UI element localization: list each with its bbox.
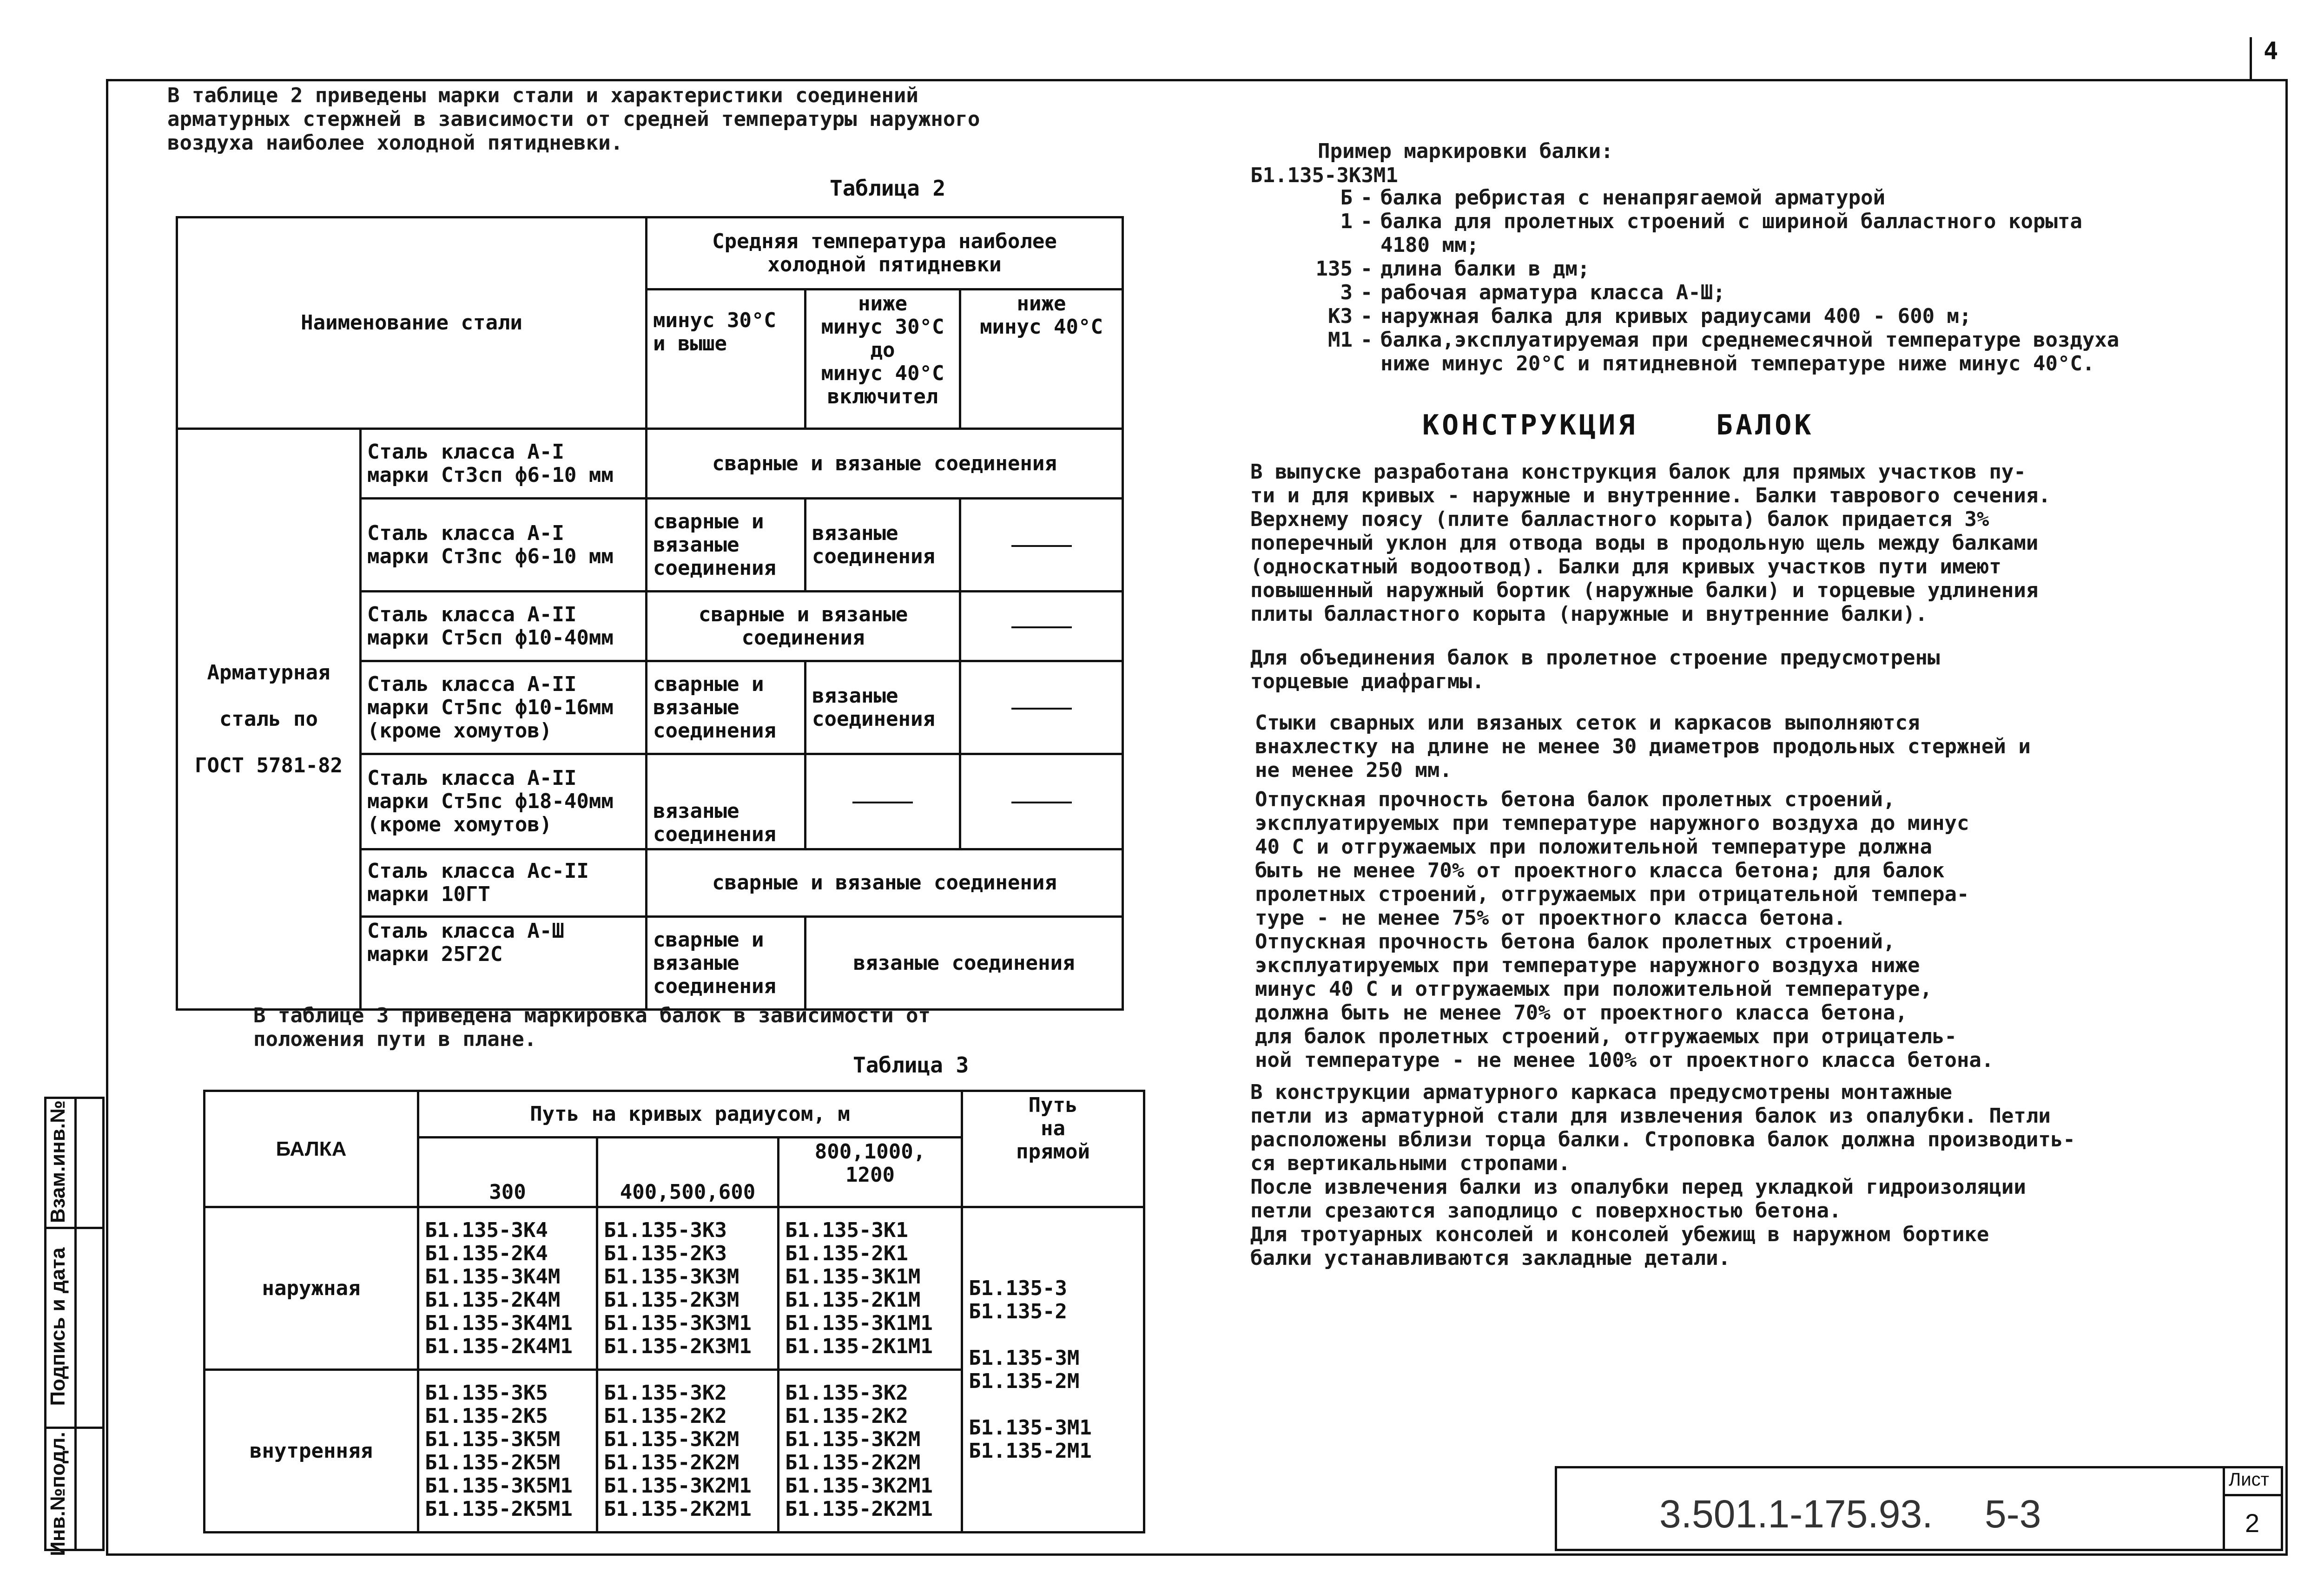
- legend-key: 1: [1340, 210, 1353, 233]
- legend-key: Б: [1340, 186, 1353, 210]
- dash-cell: [960, 661, 1123, 754]
- dash-cell: [960, 754, 1123, 849]
- joint-type: сварные и вязаные соединения: [647, 849, 1123, 917]
- intro-paragraph: В таблице 2 приведены марки стали и характеристики соединений арматурных стержней в зависимости от средней температуры наружного воздуха наиболее холодной пятидневки.: [167, 84, 980, 155]
- joint-type: сварные и вязаные соединения: [647, 499, 805, 592]
- legend-item: [1250, 328, 2273, 375]
- row-outer-label: наружная: [205, 1207, 418, 1370]
- joint-type: сварные и вязаные соединения: [647, 429, 1123, 499]
- example-code: Б1.135-3К3М1: [1250, 164, 1398, 187]
- steel-row: Сталь класса А-I марки Ст3сп ф6-10 мм: [361, 429, 647, 499]
- sheet-cell-divider: [2223, 1494, 2283, 1496]
- legend-key: 135: [1315, 257, 1353, 281]
- legend-item: [1250, 257, 2273, 281]
- col-radius-800-1200: 800,1000, 1200: [779, 1138, 962, 1207]
- joint-type: сварные и вязаные соединения: [647, 592, 960, 661]
- side-label-inv: Инв.№подл.: [46, 1432, 69, 1556]
- steel-row: Сталь класса А-II марки Ст5пс ф10-16мм (кроме хомутов): [361, 661, 647, 754]
- steel-row: Сталь класса А-II марки Ст5пс ф18-40мм (кроме хомутов): [361, 754, 647, 849]
- joint-type: вязаные соединения: [805, 917, 1123, 1010]
- paragraph-strength: Отпускная прочность бетона балок пролетных строений, эксплуатируемых при температуре наружного воздуха до минус 40 С и отгружаемых при положительной температуре должна быть не менее 70% от проектного класса бетона; для балок пролетных строений, отгружаемых при отрицательной темпера- туре - не менее 75% от проектного класса бетона. Отпускная прочность бетона балок пролетных строений, эксплуатируемых при температуре наружного воздуха ниже минус 40 С и отгружаемых при положительной температуре, должна быть не менее 70% от проектного класса бетона, для балок пролетных строений, отгружаемых при отрицатель- ной температуре - не менее 100% от проектного класса бетона.: [1255, 788, 1994, 1072]
- col-radius-300: 300: [418, 1138, 597, 1207]
- legend-list: [1250, 186, 2273, 375]
- legend-dash: -: [1360, 210, 1373, 233]
- legend-item: [1250, 186, 2273, 210]
- steel-row: Сталь класса А-Ш марки 25Г2С: [361, 917, 647, 1010]
- legend-key: К3: [1328, 304, 1353, 328]
- legend-key: 3: [1340, 281, 1353, 304]
- table2-caption: Таблица 2: [830, 176, 946, 201]
- legend-item: [1250, 281, 2273, 304]
- document-code: 3.501.1-175.93.: [1659, 1492, 1933, 1536]
- outer-r800-1200: Б1.135-3К1 Б1.135-2К1 Б1.135-3К1М Б1.135-2К1М Б1.135-3К1М1 Б1.135-2К1М1: [779, 1207, 962, 1370]
- row-inner-label: внутренняя: [205, 1370, 418, 1533]
- col-temp-below40: ниже минус 40°С: [960, 289, 1123, 429]
- legend-dash: -: [1360, 304, 1373, 328]
- joint-type: сварные и вязаные соединения: [647, 917, 805, 1010]
- joint-type: вязаные соединения: [805, 499, 960, 592]
- legend-text: балка ребристая с ненапрягаемой арматурой: [1380, 186, 1886, 210]
- table3-caption: Таблица 3: [853, 1053, 969, 1078]
- paragraph-construction: В выпуске разработана конструкция балок для прямых участков пу- ти и для кривых - наружные и внутренние. Балки таврового сечения. Верхнему поясу (плите балластного корыта) балок придается 3% поперечный уклон для отвода воды в продольную щель между балками (односкатный водоотвод). Балки для кривых участков пути имеют повышенный наружный бортик (наружные балки) и торцевые удлинения плиты балластного корыта (наружные и внутренние балки).: [1250, 460, 2051, 626]
- col-curve: Путь на кривых радиусом, м: [418, 1091, 962, 1138]
- legend-item: [1250, 304, 2273, 328]
- steel-row: Сталь класса Ас-II марки 10ГТ: [361, 849, 647, 917]
- steel-row: Сталь класса А-I марки Ст3пс ф6-10 мм: [361, 499, 647, 592]
- col-beam: БАЛКА: [205, 1091, 418, 1207]
- col-straight: Путь на прямой: [962, 1091, 1144, 1207]
- legend-dash: -: [1360, 257, 1373, 281]
- legend-dash: -: [1360, 281, 1373, 304]
- joint-type: вязаные соединения: [647, 754, 805, 849]
- paragraph-diaphragms: Для объединения балок в пролетное строение предусмотрены торцевые диафрагмы.: [1250, 646, 1940, 693]
- paragraph-loops: В конструкции арматурного каркаса предусмотрены монтажные петли из арматурной стали для извлечения балок из опалубки. Петли расположены вблизи торца балки. Строповка балок должна производить- ся вертикальными стропами. После извлечения балки из опалубки перед укладкой гидроизоляции петли срезаются заподлицо с поверхностью бетона. Для тротуарных консолей и консолей убежищ в наружном бортике балки устанавливаются закладные детали.: [1250, 1080, 2075, 1270]
- table-3: [203, 1090, 1145, 1533]
- side-label-sign: Подпись и дата: [46, 1247, 69, 1406]
- legend-key: М1: [1328, 328, 1353, 352]
- legend-text: балка для пролетных строений с шириной балластного корыта 4180 мм;: [1380, 210, 2082, 257]
- paragraph-joints: Стыки сварных или вязаных сеток и каркасов выполняются внахлестку на длине не менее 30 диаметров продольных стержней и не менее 250 мм.: [1255, 711, 2031, 782]
- legend-dash: -: [1360, 328, 1373, 352]
- page-number: 4: [2264, 37, 2278, 65]
- straight-marks: Б1.135-3 Б1.135-2 Б1.135-3М Б1.135-2М Б1.135-3М1 Б1.135-2М1: [962, 1207, 1144, 1533]
- joint-type: вязаные соединения: [805, 661, 960, 754]
- legend-text: рабочая арматура класса А-Ш;: [1380, 281, 1725, 304]
- col-temp-minus30: минус 30°С и выше: [647, 289, 805, 429]
- legend-dash: -: [1360, 186, 1373, 210]
- legend-text: балка,эксплуатируемая при среднемесячной температуре воздуха ниже минус 20°С и пятидневной температуре ниже минус 40°С.: [1380, 328, 2119, 375]
- dash-cell: [960, 499, 1123, 592]
- section-heading: КОНСТРУКЦИЯ БАЛОК: [1422, 409, 1814, 441]
- inner-r300: Б1.135-3К5 Б1.135-2К5 Б1.135-3К5М Б1.135-2К5М Б1.135-3К5М1 Б1.135-2К5М1: [418, 1370, 597, 1533]
- table-2: [176, 216, 1124, 1011]
- col-temperature: Средняя температура наиболее холодной пятидневки: [647, 217, 1123, 289]
- col-steel-name: Наименование стали: [177, 217, 647, 429]
- document-section: 5-3: [1985, 1492, 2041, 1536]
- outer-r300: Б1.135-3К4 Б1.135-2К4 Б1.135-3К4М Б1.135-2К4М Б1.135-3К4М1 Б1.135-2К4М1: [418, 1207, 597, 1370]
- inner-r800-1200: Б1.135-3К2 Б1.135-2К2 Б1.135-3К2М Б1.135-2К2М Б1.135-3К2М1 Б1.135-2К2М1: [779, 1370, 962, 1533]
- steel-group-label: Арматурная сталь по ГОСТ 5781-82: [177, 429, 361, 1010]
- joint-type: сварные и вязаные соединения: [647, 661, 805, 754]
- inner-r400-600: Б1.135-3К2 Б1.135-2К2 Б1.135-3К2М Б1.135-2К2М Б1.135-3К2М1 Б1.135-2К2М1: [597, 1370, 779, 1533]
- example-title: Пример маркировки балки:: [1318, 139, 1613, 163]
- sheet-number: 2: [2245, 1508, 2260, 1538]
- table3-intro: В таблице 3 приведена маркировка балок в зависимости от положения пути в плане.: [253, 1004, 931, 1051]
- legend-text: длина балки в дм;: [1380, 257, 1590, 281]
- outer-r400-600: Б1.135-3К3 Б1.135-2К3 Б1.135-3К3М Б1.135-2К3М Б1.135-3К3М1 Б1.135-2К3М1: [597, 1207, 779, 1370]
- sheet-label: Лист: [2229, 1469, 2269, 1490]
- page-number-tick: [2250, 37, 2252, 79]
- legend-item: [1250, 210, 2273, 257]
- steel-row: Сталь класса А-II марки Ст5сп ф10-40мм: [361, 592, 647, 661]
- dash-cell: [960, 592, 1123, 661]
- dash-cell: [805, 754, 960, 849]
- side-strip-divider: [74, 1097, 77, 1551]
- col-temp-30-40: ниже минус 30°С до минус 40°С включител: [805, 289, 960, 429]
- side-label-vzam: Взам.инв.№: [46, 1100, 69, 1224]
- legend-text: наружная балка для кривых радиусами 400 - 600 м;: [1380, 304, 1972, 328]
- col-radius-400-600: 400,500,600: [597, 1138, 779, 1207]
